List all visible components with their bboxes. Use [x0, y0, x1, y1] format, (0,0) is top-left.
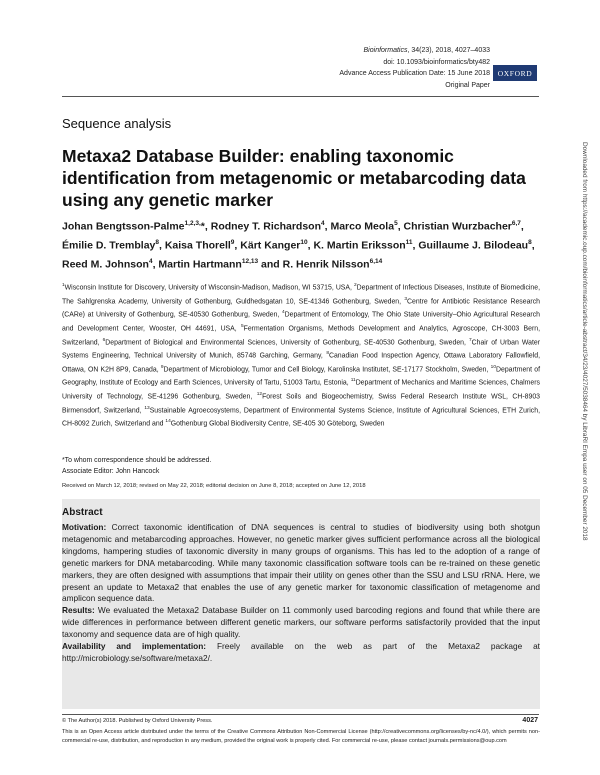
- author-separator: and: [258, 258, 280, 271]
- author-list: [62, 216, 540, 273]
- doi[interactable]: doi: 10.1093/bioinformatics/bty482: [383, 58, 490, 66]
- affiliation-sup: 1: [62, 283, 65, 288]
- author-separator: ,: [520, 220, 524, 233]
- affiliation-text: Chair of Urban Water Systems Engineering, Technical University of Munich, 85748 Garching, Germany,: [62, 338, 540, 360]
- copyright-line: © The Author(s) 2018. Published by Oxford University Press.: [62, 718, 213, 724]
- affiliation-text: Canadian Food Inspection Agency, Ottawa Laboratory Fallowfield, Ottawa, ON K2H 8P9, Canada,: [62, 352, 540, 374]
- author-name: Rodney T. Richardson: [210, 220, 321, 233]
- author-separator: ,: [159, 239, 162, 252]
- abstract-heading: Abstract: [62, 507, 103, 518]
- affiliation-text: Department of Mechanics and Maritime Sciences, Chalmers University of Technology, SE-41296 Gothenburg, Sweden,: [62, 379, 540, 401]
- journal-citation: Bioinformatics, 34(23), 2018, 4027–4033: [363, 47, 490, 54]
- correspondence-block: [62, 455, 211, 477]
- author-affiliation-sup: 4: [148, 258, 153, 265]
- author-name: Reed M. Johnson: [62, 258, 149, 271]
- author-affiliation-sup: 6,7: [511, 220, 521, 227]
- correspondence-note: *To whom correspondence should be addressed.: [62, 457, 212, 464]
- journal-header: [339, 45, 490, 91]
- author-separator: *,: [200, 220, 208, 233]
- affiliation-sup: 6: [102, 337, 106, 343]
- author-separator: ,: [324, 220, 328, 233]
- affiliations: [62, 280, 540, 430]
- advance-access-date: Advance Access Publication Date: 15 June 2018: [339, 70, 490, 77]
- author-affiliation-sup: 9: [230, 239, 235, 246]
- author-affiliation-sup: 12,13: [241, 258, 259, 265]
- affiliation-text: Centre for Antibiotic Resistance Research (CARe) at University of Gothenburg, SE-40530 Gothenburg, Sweden,: [62, 297, 540, 319]
- author-affiliation-sup: 10: [300, 239, 308, 246]
- header-divider: [62, 96, 539, 97]
- affiliation-sup: 11: [350, 378, 356, 384]
- author-name: Christian Wurzbacher: [403, 220, 512, 233]
- abstract-availability: Availability and implementation: Freely available on the web as part of the Metaxa2 package at http://microbiology.se/software/metaxa2/.: [62, 641, 540, 663]
- author-name: Kaisa Thorell: [164, 239, 231, 252]
- affiliation-sup: 7: [468, 337, 472, 343]
- affiliation-text: Forest Soils and Biogeochemistry, Swiss Federal Research Institute WSL, CH-8903 Birmensdorf, Switzerland,: [62, 393, 541, 415]
- affiliation-text: Sustainable Agroecosystems, Department of Environmental Systems Science, Institute of Agricultural Sciences, ETH Zurich, CH-8092 Zurich, Switzerland and: [62, 407, 540, 428]
- author-separator: ,: [412, 239, 416, 252]
- affiliation-sup: 9: [160, 364, 164, 370]
- author-separator: ,: [307, 239, 311, 252]
- footer-divider: [62, 714, 539, 715]
- affiliation-text: Wisconsin Institute for Discovery, University of Wisconsin-Madison, Madison, WI 53715, USA,: [64, 284, 354, 292]
- abstract-text: [62, 522, 540, 665]
- author-separator: ,: [152, 258, 156, 271]
- oxford-logo: OXFORD: [493, 65, 537, 81]
- author-affiliation-sup: 5: [394, 220, 398, 227]
- author-affiliation-sup: 8: [528, 239, 532, 246]
- section-label: Sequence analysis: [62, 116, 172, 131]
- affiliation-text: Gothenburg Global Biodiversity Centre, SE-405 30 Göteborg, Sweden: [170, 420, 385, 428]
- affiliation-text: Department of Biological and Environmental Sciences, University of Gothenburg, SE-40530 Gothenburg, Sweden,: [105, 338, 469, 346]
- affiliation-sup: 8: [326, 351, 329, 357]
- author-name: Émilie D. Tremblay: [62, 239, 156, 252]
- affiliation-text: Department of Entomology, The Ohio State University–Ohio Agricultural Research and Development Center, Wooster, OH 44691, USA,: [62, 311, 540, 333]
- abstract-results: Results: We evaluated the Metaxa2 Database Builder on 11 commonly used barcoding regions and found that while there are wide differences in performance between different genetic markers, our software performs satisfactorily provided that the input taxonomy and sequence data are of high quality.: [62, 605, 540, 640]
- affiliation-sup: 5: [240, 323, 244, 329]
- affiliation-sup: 3: [404, 296, 408, 302]
- author-name: Marco Meola: [330, 220, 395, 233]
- journal-name: Bioinformatics: [363, 47, 408, 54]
- author-name: Martin Hartmann: [158, 258, 242, 271]
- article-type: Original Paper: [445, 81, 490, 89]
- author-name: R. Henrik Nilsson: [282, 258, 370, 271]
- affiliation-sup: 10: [490, 364, 497, 370]
- received-dates: Received on March 12, 2018; revised on May 22, 2018; editorial decision on June 8, 2018; accepted on June 12, 2018: [62, 483, 366, 489]
- author-name: Johan Bengtsson-Palme: [62, 220, 185, 233]
- affiliation-text: Department of Infectious Diseases, Institute of Biomedicine, The Sahlgrenska Academy, University of Gothenburg, Guldhedsgatan 10, SE-41346 Gothenburg, Sweden,: [62, 284, 540, 305]
- author-name: K. Martin Eriksson: [313, 239, 406, 252]
- affiliation-sup: 12: [256, 392, 263, 398]
- affiliation-sup: 4: [281, 310, 285, 316]
- affiliation-sup: 14: [165, 419, 171, 425]
- author-separator: ,: [397, 220, 401, 233]
- author-name: Guillaume J. Bilodeau: [418, 239, 529, 252]
- author-affiliation-sup: 11: [405, 239, 413, 246]
- affiliation-text: Department of Geography, Institute of Ecology and Earth Sciences, University of Tartu, 51003 Tartu, Estonia,: [62, 366, 540, 387]
- author-affiliation-sup: 6,14: [369, 258, 383, 265]
- download-watermark: Downloaded from https://academic.oup.com/bioinformatics/article-abstract/34/23/4027/5038464 by LibraRI Empa user on 05 December 2018: [581, 142, 588, 541]
- page-number: 4027: [522, 717, 538, 724]
- author-affiliation-sup: 1,2,3,: [184, 220, 201, 227]
- affiliation-text: Fermentation Organisms, Methods Development and Analytics, Agroscope, CH-3003 Bern, Switzerland,: [62, 325, 541, 346]
- affiliation-sup: 2: [354, 283, 357, 288]
- author-separator: ,: [531, 239, 535, 252]
- affiliation-sup: 13: [144, 405, 150, 411]
- author-separator: ,: [234, 239, 238, 252]
- author-affiliation-sup: 8: [155, 239, 159, 246]
- license-text: This is an Open Access article distributed under the terms of the Creative Commons Attribution Non-Commercial License (http://creativecommons.org/licenses/by-nc/4.0/), which permits non-commercial re-use, distribution, and reproduction in any medium, provided the original work is properly cited. For commercial re-use, please contact journals.permissions@oup.com: [62, 729, 540, 744]
- abstract-motivation: Motivation: Correct taxonomic identification of DNA sequences is central to studies of biodiversity using both shotgun metagenomic and metabarcoding approaches. However, no genetic marker gives sufficient performance across all the biological kingdoms, hampering studies of taxonomic diversity in many groups of organisms. This has led to the adoption of a range of genetic markers for DNA metabarcoding. While many taxonomic classification software tools can be re-trained on these genetic markers, they are often designed with assumptions that impair their utility on genes other than the SSU and LSU rRNA. Here, we present an update to Metaxa2 that enables the use of any genetic marker for taxonomic classification of metagenome and amplicon sequence data.: [62, 522, 540, 604]
- author-name: Kärt Kanger: [240, 239, 301, 252]
- affiliation-text: Department of Microbiology, Tumor and Cell Biology, Karolinska Institutet, SE-17177 Stockholm, Sweden,: [163, 366, 491, 374]
- associate-editor: Associate Editor: John Hancock: [62, 468, 160, 475]
- article-title: Metaxa2 Database Builder: enabling taxonomic identification from metagenomic or metabarcoding data using any genetic marker: [62, 146, 526, 210]
- author-affiliation-sup: 4: [321, 220, 325, 227]
